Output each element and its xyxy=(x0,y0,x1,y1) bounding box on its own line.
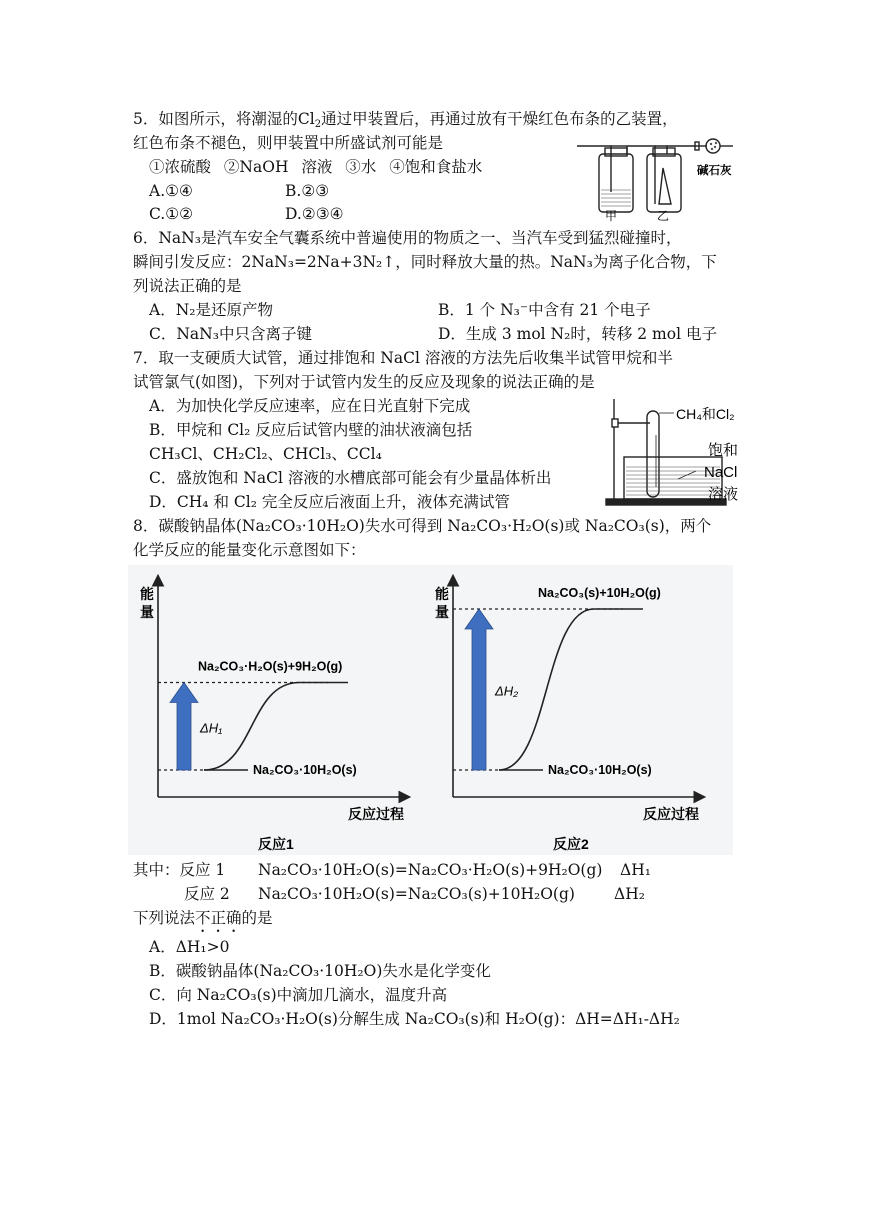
q8-reaction1-equation: Na₂CO₃·10H₂O(s)=Na₂CO₃·H₂O(s)+9H₂O(g) xyxy=(258,861,603,879)
chart1-delta-h-label: ΔH₁ xyxy=(200,720,223,736)
q6-option-d: D．生成 3 mol N₂时，转移 2 mol 电子 xyxy=(438,325,717,343)
q6-option-a: A．N₂是还原产物 xyxy=(149,301,273,319)
q8-reaction2-label: 反应 2 xyxy=(184,885,230,903)
energy-diagram-figure xyxy=(128,565,733,855)
q8-reaction1-prefix: 其中：反应 1 xyxy=(133,861,226,879)
q8-question: 下列说法不正确的是 xyxy=(133,909,273,927)
chart1-ylabel-part2: 量 xyxy=(140,604,154,620)
q7-option-d: D．CH₄ 和 Cl₂ 完全反应后液面上升，液体充满试管 xyxy=(149,493,510,511)
chart2-title: 反应2 xyxy=(553,836,589,852)
chart2-product-label: Na₂CO₃(s)+10H₂O(g) xyxy=(538,586,661,600)
q5-option-b: B.②③ xyxy=(285,182,330,200)
q5-stem-line1: 5．如图所示，将潮湿的$Cl_2$通过甲装置后，再通过放有干燥红色布条的乙装置， xyxy=(133,110,678,130)
chart1-ylabel-part1: 能 xyxy=(140,586,154,602)
q8-stem-line2: 化学反应的能量变化示意图如下： xyxy=(133,541,366,559)
q7-solution-label-1: 饱和 xyxy=(708,442,739,459)
q5-option-d: D.②③④ xyxy=(285,205,344,223)
q5-option-a: A.①④ xyxy=(149,182,193,200)
q6-option-b: B．1 个 N₃⁻中含有 21 个电子 xyxy=(438,301,651,319)
q8-reaction1-dh: ΔH₁ xyxy=(620,861,651,879)
q5-label-jia: 甲 xyxy=(605,209,618,222)
q7-option-b-line1: B．甲烷和 Cl₂ 反应后试管内壁的油状液滴包括 xyxy=(149,421,473,439)
q8-reaction2-dh: ΔH₂ xyxy=(614,885,645,903)
q5-liquid-hatch xyxy=(601,190,631,206)
q8-emphasis-not-correct: 不正确 xyxy=(195,909,242,927)
chart2-ylabel-part2: 量 xyxy=(435,604,449,620)
q7-solution-label-3: 溶液 xyxy=(708,486,739,503)
chart1-reactant-label: Na₂CO₃·10H₂O(s) xyxy=(253,763,357,777)
q8-option-d: D．1mol Na₂CO₃·H₂O(s)分解生成 Na₂CO₃(s)和 H₂O(g)：ΔH=ΔH₁-ΔH₂ xyxy=(149,1010,680,1028)
q5-label-soda-lime: 碱石灰 xyxy=(697,165,732,177)
q7-stem-line1: 7．取一支硬质大试管，通过排饱和 NaCl 溶液的方法先后收集半试管甲烷和半 xyxy=(133,349,673,367)
q6-stem-line3: 列说法正确的是 xyxy=(133,277,242,295)
chart2-delta-h-label: ΔH₂ xyxy=(495,683,519,699)
chart2-reactant-label: Na₂CO₃·10H₂O(s) xyxy=(548,763,652,777)
q7-option-b-line2: CH₃Cl、CH₂Cl₂、CHCl₃、CCl₄ xyxy=(149,445,382,463)
q7-stem-line2: 试管氯气(如图)，下列对于试管内发生的反应及现象的说法正确的是 xyxy=(133,373,595,391)
q5-reagents: ①浓硫酸 ②NaOH 溶液 ③水 ④饱和食盐水 xyxy=(149,158,483,176)
q7-option-c: C．盛放饱和 NaCl 溶液的水槽底部可能会有少量晶体析出 xyxy=(149,469,552,487)
q8-option-a: A．ΔH₁>0 xyxy=(149,938,230,956)
q7-apparatus-figure xyxy=(600,395,760,510)
q6-stem-line2: 瞬间引发反应：2NaN₃=2Na+3N₂↑，同时释放大量的热。NaN₃为离子化合物，下 xyxy=(133,253,717,271)
chart1-title: 反应1 xyxy=(258,836,294,852)
q8-option-b: B．碳酸钠晶体(Na₂CO₃·10H₂O)失水是化学变化 xyxy=(149,962,491,980)
chart2-ylabel-part1: 能 xyxy=(435,586,449,602)
q5-stem-line2: 红色布条不褪色，则甲装置中所盛试剂可能是 xyxy=(133,134,444,152)
q5-option-c: C.①② xyxy=(149,205,194,223)
q5-apparatus-figure xyxy=(575,134,755,222)
q8-reaction2-equation: Na₂CO₃·10H₂O(s)=Na₂CO₃(s)+10H₂O(g) xyxy=(258,885,575,903)
chart1-product-label: Na₂CO₃·H₂O(s)+9H₂O(g) xyxy=(198,659,343,674)
q7-solution-label-2: NaCl xyxy=(704,464,738,481)
q6-option-c: C．NaN₃中只含离子键 xyxy=(149,325,312,343)
chart2-xlabel: 反应过程 xyxy=(643,806,699,822)
q8-stem-line1: 8．碳酸钠晶体(Na₂CO₃·10H₂O)失水可得到 Na₂CO₃·H₂O(s)或 Na₂CO₃(s)，两个 xyxy=(133,517,712,535)
q8-option-c: C．向 Na₂CO₃(s)中滴加几滴水，温度升高 xyxy=(149,986,448,1004)
q7-gas-label: CH₄和Cl₂ xyxy=(676,406,735,422)
chart1-xlabel: 反应过程 xyxy=(348,806,404,822)
q6-stem-line1: 6．NaN₃是汽车安全气囊系统中普遍使用的物质之一、当汽车受到猛烈碰撞时， xyxy=(133,229,682,247)
q7-option-a: A．为加快化学反应速率，应在日光直射下完成 xyxy=(149,397,471,415)
q5-label-yi: 乙 xyxy=(657,209,670,222)
